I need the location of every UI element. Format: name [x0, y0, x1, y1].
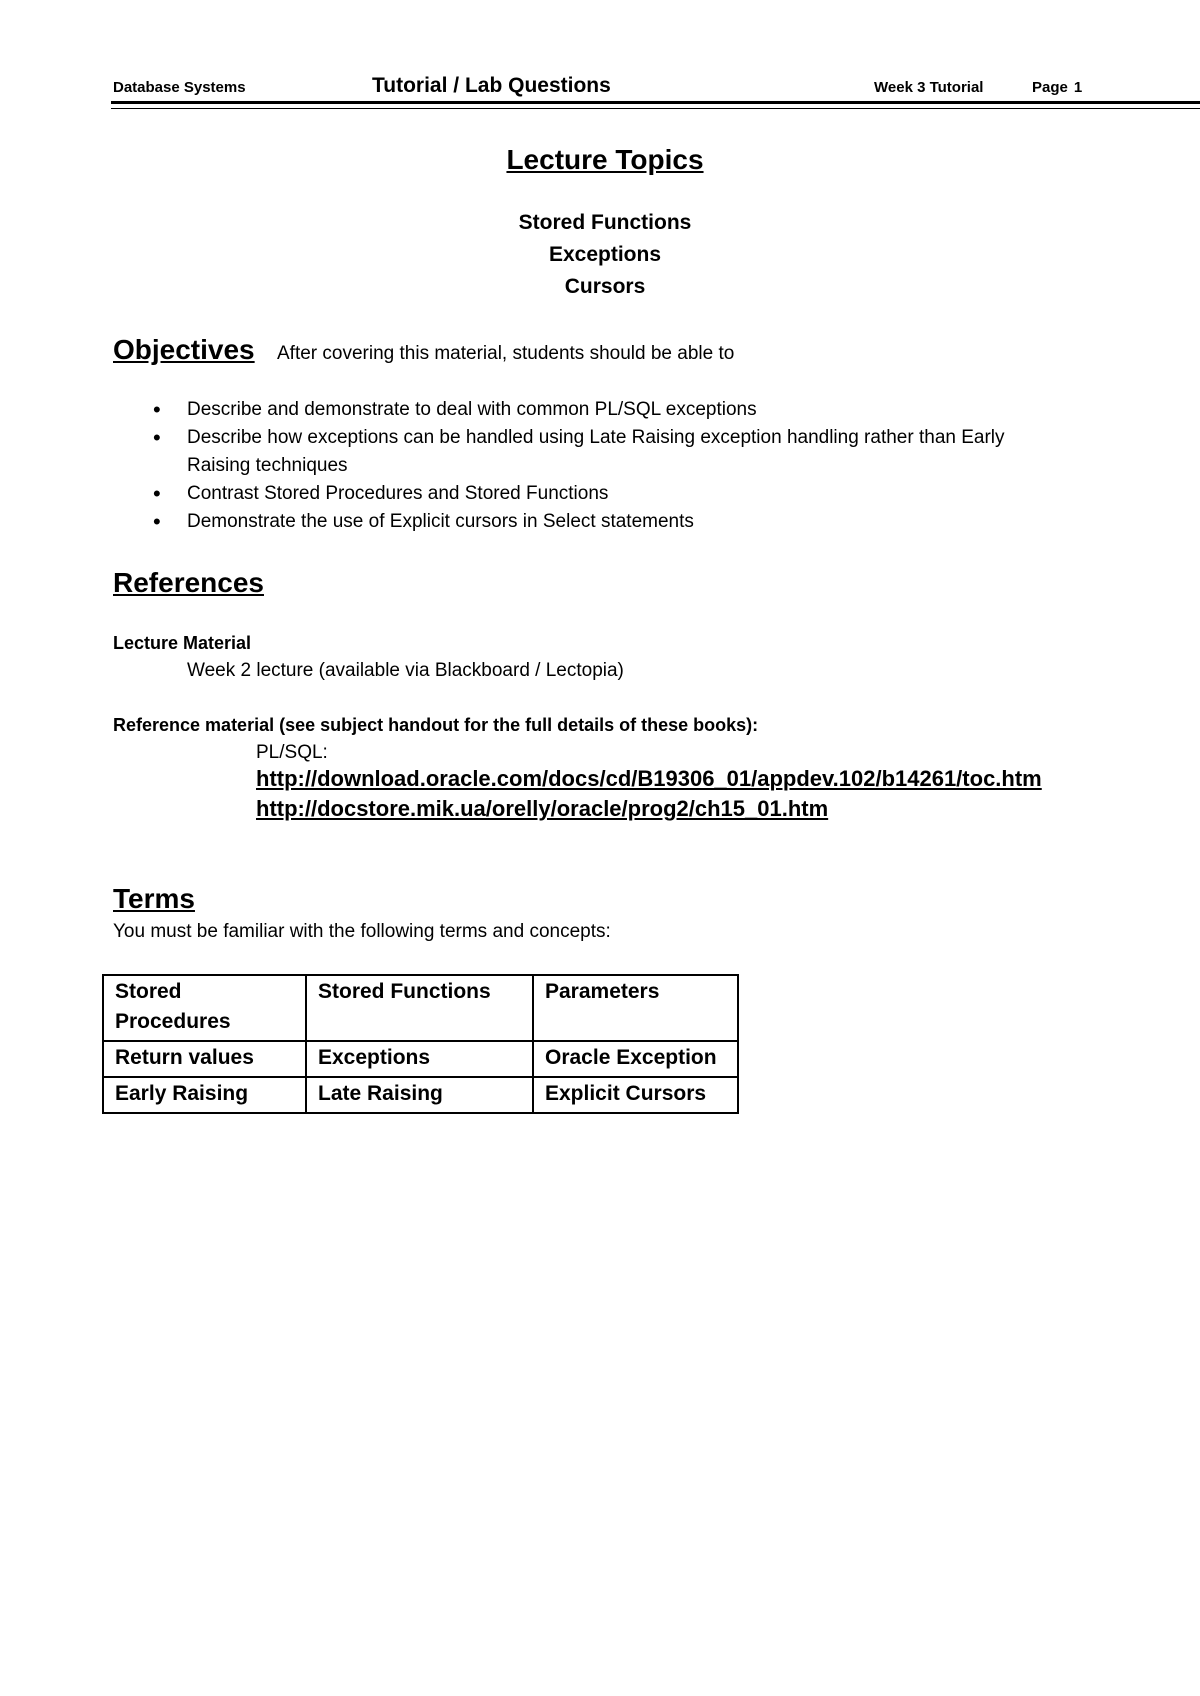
header-page-label: Page: [1032, 79, 1068, 96]
terms-table: [102, 974, 739, 1114]
reference-link-docstore[interactable]: http://docstore.mik.ua/orelly/oracle/prog2/ch15_01.htm: [256, 796, 829, 821]
header-week: Week 3 Tutorial: [874, 79, 984, 96]
table-cell: Early Raising: [103, 1077, 306, 1113]
table-cell: Return values: [103, 1041, 306, 1077]
topic-item: Exceptions: [548, 243, 662, 266]
header-doc-title: Tutorial / Lab Questions: [372, 74, 611, 97]
objectives-heading: Objectives: [113, 334, 255, 365]
objective-item: • Describe how exceptions can be handled using Late Raising exception handling rather than Early Raising techniques: [153, 424, 1073, 480]
header-course: Database Systems: [113, 79, 246, 96]
table-cell: Oracle Exception: [533, 1041, 738, 1077]
table-row: [103, 1077, 738, 1113]
objective-item: • Contrast Stored Procedures and Stored Functions: [153, 480, 1073, 508]
objectives-list: [153, 396, 1073, 536]
objective-item: • Demonstrate the use of Explicit cursors in Select statements: [153, 508, 1073, 536]
topic-item: Cursors: [564, 275, 646, 298]
plsql-label: PL/SQL:: [256, 742, 328, 763]
terms-intro: You must be familiar with the following terms and concepts:: [113, 921, 611, 942]
references-heading: References: [113, 567, 264, 598]
header-page-number: 1: [1073, 79, 1083, 96]
table-row: [103, 1041, 738, 1077]
table-cell: Stored Functions: [306, 975, 533, 1041]
objectives-intro: After covering this material, students should be able to: [277, 343, 735, 364]
header-rule-thick: [111, 101, 1200, 104]
lecture-topics-title: Lecture Topics: [506, 144, 704, 175]
table-row: [103, 975, 738, 1041]
table-cell: Stored Procedures: [103, 975, 306, 1041]
terms-heading: Terms: [113, 883, 195, 914]
header-rule-thin: [111, 108, 1200, 109]
lecture-material-text: Week 2 lecture (available via Blackboard / Lectopia): [187, 660, 624, 681]
objective-item: • Describe and demonstrate to deal with common PL/SQL exceptions: [153, 396, 1073, 424]
table-cell: Late Raising: [306, 1077, 533, 1113]
topic-item: Stored Functions: [518, 211, 692, 234]
header-page: [1032, 79, 1082, 96]
table-cell: Parameters: [533, 975, 738, 1041]
table-cell: Exceptions: [306, 1041, 533, 1077]
reference-link-oracle[interactable]: http://download.oracle.com/docs/cd/B19306_01/appdev.102/b14261/toc.htm: [256, 766, 1042, 791]
lecture-material-label: Lecture Material: [113, 633, 252, 653]
reference-material-label: Reference material (see subject handout for the full details of these books):: [113, 715, 759, 735]
table-cell: Explicit Cursors: [533, 1077, 738, 1113]
